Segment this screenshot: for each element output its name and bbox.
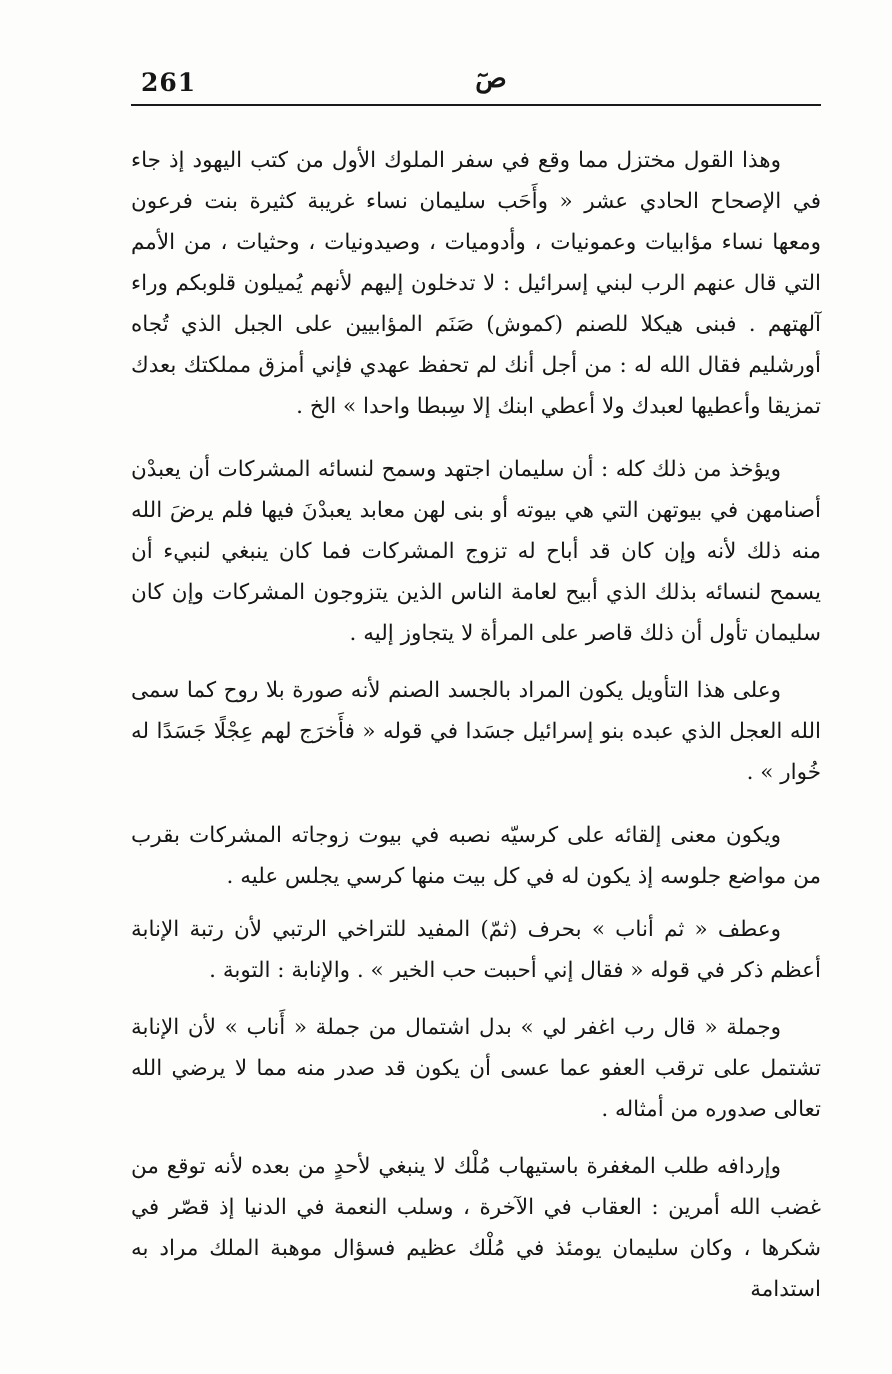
body-text	[131, 140, 821, 1310]
running-head: صٓ	[475, 64, 507, 94]
paragraph: ويكون معنى إلقائه على كرسيّه نصبه في بيوت زوجاته المشركات بقرب من مواضع جلوسه إذ يكون له في كل بيت منها كرسي يجلس عليه .	[131, 823, 821, 889]
paragraph: وهذا القول مختزل مما وقع في سفر الملوك الأول من كتب اليهود إذ جاء في الإصحاح الحادي عشر « وأَحَب سليمان نساء غريبة كثيرة بنت فرعون ومعها نساء مؤابيات وعمونيات ، وأدوميات ، وصيدونيات ، وحثيات ، من الأمم التي قال عنهم الرب لبني إسرائيل : لا تدخلون إليهم لأنهم يُميلون قلوبكم وراء آلهتهم . فبنى هيكلا للصنم (كموش) صَنَم المؤابيين على الجبل الذي تُجاه أورشليم فقال الله له : من أجل أنك لم تحفظ عهدي فإني أمزق مملكتك بعدك تمزيقا وأعطيها لعبدك ولا أعطي ابنك إلا سِبطا واحدا » الخ .	[131, 148, 821, 419]
paragraph: ويؤخذ من ذلك كله : أن سليمان اجتهد وسمح لنسائه المشركات أن يعبدْن أصنامهن في بيوتهن التي هي بيوته أو بنى لهن معابد يعبدْنَ فيها فلم يرضَ الله منه ذلك لأنه وإن كان قد أباح له تزوج المشركات فما كان ينبغي لنبيء أن يسمح لنسائه بذلك الذي أبيح لعامة الناس الذين يتزوجون المشركات وإن كان سليمان تأول أن ذلك قاصر على المرأة لا يتجاوز إليه .	[131, 457, 821, 646]
paragraph: وعطف « ثم أناب » بحرف (ثمّ) المفيد للتراخي الرتبي لأن رتبة الإنابة أعظم ذكر في قوله « فقال إني أحببت حب الخير » . والإنابة : التوبة .	[131, 917, 821, 983]
paragraph: وعلى هذا التأويل يكون المراد بالجسد الصنم لأنه صورة بلا روح كما سمى الله العجل الذي عبده بنو إسرائيل جسَدا في قوله « فأَخرَج لهم عِجْلًا جَسَدًا له خُوار » .	[131, 678, 821, 785]
paragraph: وإردافه طلب المغفرة باستيهاب مُلْك لا ينبغي لأحدٍ من بعده لأنه توقع من غضب الله أمرين : العقاب في الآخرة ، وسلب النعمة في الدنيا إذ قصّر في شكرها ، وكان سليمان يومئذ في مُلْك عظيم فسؤال موهبة الملك مراد به استدامة	[131, 1154, 821, 1302]
paragraph: وجملة « قال رب اغفر لي » بدل اشتمال من جملة « أَناب » لأن الإنابة تشتمل على ترقب العفو عما عسى أن يكون قد صدر منه مما لا يرضي الله تعالى صدوره من أمثاله .	[131, 1015, 821, 1122]
page-header	[131, 58, 821, 106]
page-number: 261	[141, 68, 197, 97]
